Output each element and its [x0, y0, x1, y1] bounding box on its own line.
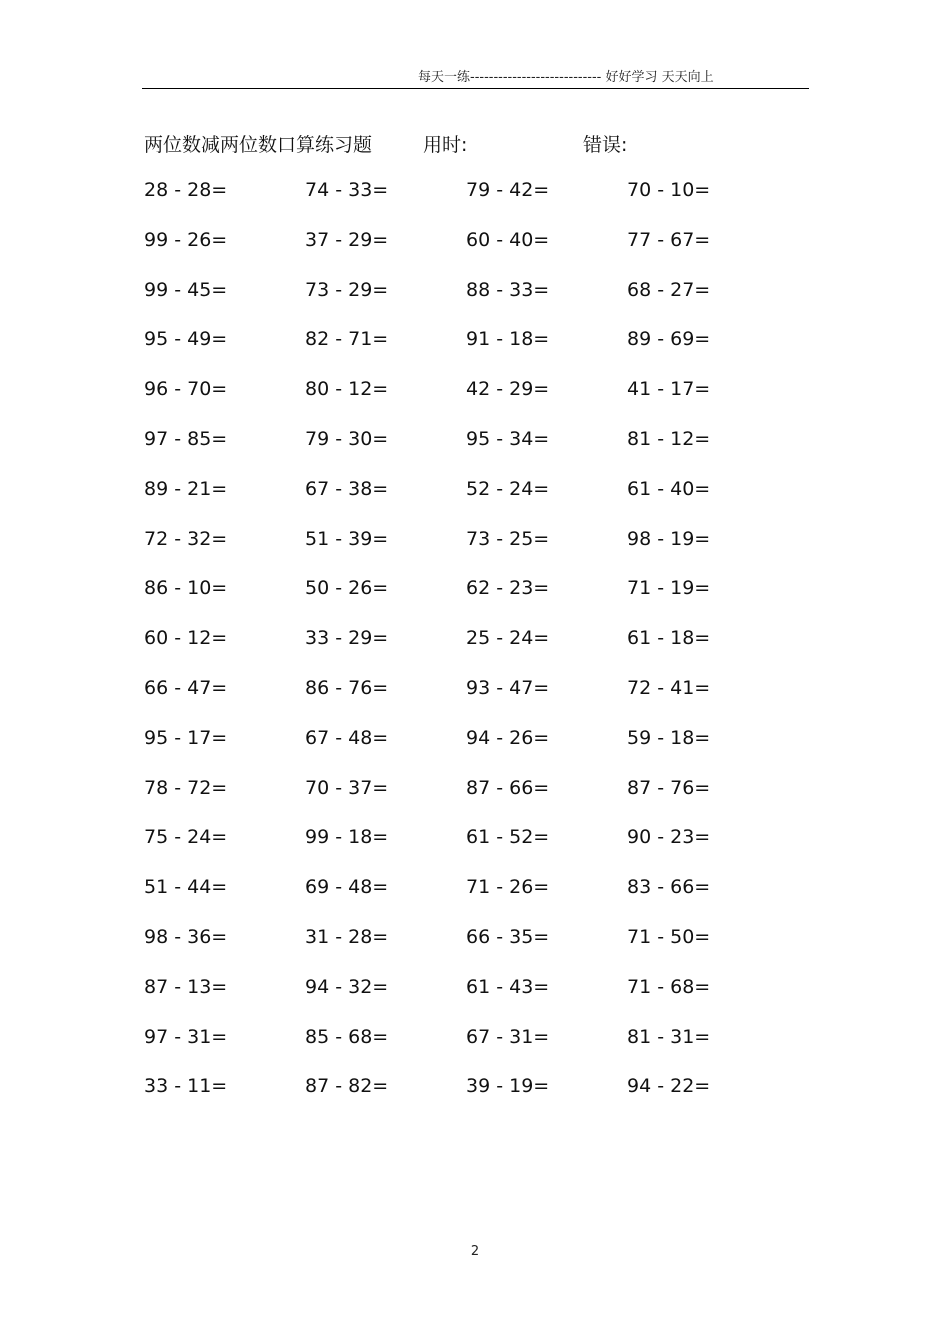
- problem-item: 61 - 43=: [466, 975, 550, 998]
- problem-item: 81 - 31=: [627, 1025, 711, 1048]
- problem-item: 93 - 47=: [466, 676, 550, 699]
- problem-item: 67 - 38=: [305, 477, 389, 500]
- problem-item: 95 - 34=: [466, 427, 550, 450]
- problem-item: 33 - 11=: [144, 1075, 228, 1098]
- problem-item: 90 - 23=: [627, 826, 711, 849]
- problem-item: 86 - 10=: [144, 577, 228, 600]
- problem-item: 78 - 72=: [144, 776, 228, 799]
- problem-item: 79 - 30=: [305, 427, 389, 450]
- problem-item: 98 - 19=: [627, 527, 711, 550]
- problem-item: 59 - 18=: [627, 726, 711, 749]
- problem-item: 60 - 40=: [466, 228, 550, 251]
- problem-item: 66 - 47=: [144, 676, 228, 699]
- problem-item: 62 - 23=: [466, 577, 550, 600]
- problem-item: 94 - 22=: [627, 1075, 711, 1098]
- page-header-text: 每天一练---------------------------- 好好学习 天天向上: [418, 70, 714, 85]
- problem-item: 74 - 33=: [305, 179, 389, 201]
- problem-item: 68 - 27=: [627, 278, 711, 301]
- problem-item: 81 - 12=: [627, 427, 711, 450]
- problem-item: 87 - 76=: [627, 776, 711, 799]
- problem-item: 80 - 12=: [305, 378, 389, 401]
- problem-item: 97 - 31=: [144, 1025, 228, 1048]
- problem-item: 99 - 45=: [144, 278, 228, 301]
- problem-item: 66 - 35=: [466, 925, 550, 948]
- problem-item: 42 - 29=: [466, 378, 550, 401]
- problem-item: 83 - 66=: [627, 876, 711, 899]
- problem-item: 25 - 24=: [466, 627, 550, 650]
- problem-item: 39 - 19=: [466, 1075, 550, 1098]
- problem-item: 71 - 19=: [627, 577, 711, 600]
- problem-item: 67 - 48=: [305, 726, 389, 749]
- problem-item: 72 - 32=: [144, 527, 228, 550]
- problem-item: 98 - 36=: [144, 925, 228, 948]
- header-divider: [142, 88, 809, 89]
- problem-item: 79 - 42=: [466, 179, 550, 201]
- problem-item: 70 - 10=: [627, 179, 711, 201]
- problem-item: 94 - 32=: [305, 975, 389, 998]
- problem-item: 51 - 44=: [144, 876, 228, 899]
- problem-item: 31 - 28=: [305, 925, 389, 948]
- problem-item: 37 - 29=: [305, 228, 389, 251]
- problem-item: 60 - 12=: [144, 627, 228, 650]
- problem-item: 94 - 26=: [466, 726, 550, 749]
- worksheet-title: 两位数减两位数口算练习题: [144, 134, 373, 156]
- problem-item: 51 - 39=: [305, 527, 389, 550]
- problem-item: 89 - 21=: [144, 477, 228, 500]
- problem-item: 70 - 37=: [305, 776, 389, 799]
- problem-item: 75 - 24=: [144, 826, 228, 849]
- problem-item: 71 - 50=: [627, 925, 711, 948]
- problem-item: 87 - 66=: [466, 776, 550, 799]
- problem-item: 33 - 29=: [305, 627, 389, 650]
- problem-item: 73 - 29=: [305, 278, 389, 301]
- problem-item: 41 - 17=: [627, 378, 711, 401]
- problem-item: 96 - 70=: [144, 378, 228, 401]
- problem-item: 52 - 24=: [466, 477, 550, 500]
- problem-item: 71 - 68=: [627, 975, 711, 998]
- problem-item: 95 - 49=: [144, 328, 228, 351]
- problem-item: 72 - 41=: [627, 676, 711, 699]
- worksheet-title-row: [144, 130, 824, 156]
- problem-item: 85 - 68=: [305, 1025, 389, 1048]
- problem-item: 61 - 40=: [627, 477, 711, 500]
- problem-item: 77 - 67=: [627, 228, 711, 251]
- problem-item: 88 - 33=: [466, 278, 550, 301]
- problem-item: 99 - 18=: [305, 826, 389, 849]
- time-label: 用时:: [423, 134, 468, 156]
- problem-item: 69 - 48=: [305, 876, 389, 899]
- problem-item: 50 - 26=: [305, 577, 389, 600]
- problem-item: 67 - 31=: [466, 1025, 550, 1048]
- problem-item: 61 - 18=: [627, 627, 711, 650]
- problem-item: 89 - 69=: [627, 328, 711, 351]
- problem-item: 71 - 26=: [466, 876, 550, 899]
- errors-label: 错误:: [583, 134, 628, 156]
- problem-item: 82 - 71=: [305, 328, 389, 351]
- problem-item: 87 - 82=: [305, 1075, 389, 1098]
- problem-grid: [144, 176, 788, 1122]
- problem-item: 73 - 25=: [466, 527, 550, 550]
- problem-item: 99 - 26=: [144, 228, 228, 251]
- problem-item: 28 - 28=: [144, 179, 228, 201]
- problem-item: 61 - 52=: [466, 826, 550, 849]
- problem-item: 97 - 85=: [144, 427, 228, 450]
- page-number: 2: [470, 1244, 480, 1259]
- problem-item: 87 - 13=: [144, 975, 228, 998]
- problem-item: 91 - 18=: [466, 328, 550, 351]
- problem-item: 95 - 17=: [144, 726, 228, 749]
- problem-item: 86 - 76=: [305, 676, 389, 699]
